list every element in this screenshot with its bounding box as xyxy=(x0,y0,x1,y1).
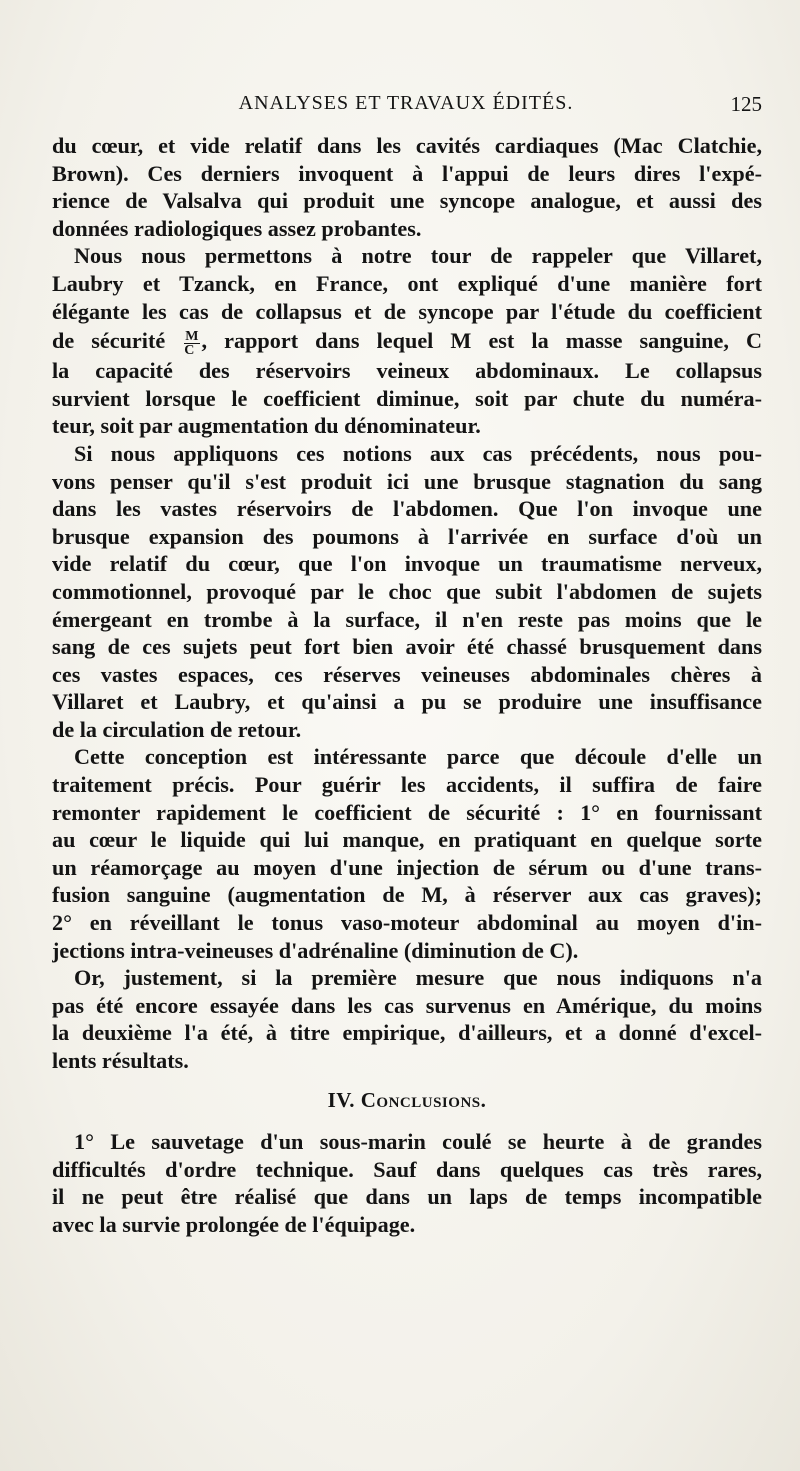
fraction-numerator: M xyxy=(185,328,199,344)
text-line: Villaret et Laubry, et qu'ainsi a pu se produire une insuffisance xyxy=(52,689,762,715)
text-line: Or, justement, si la première mesure que nous indiquons n'a xyxy=(74,965,762,991)
fraction-m-over-c xyxy=(184,330,199,357)
running-title: ANALYSES ET TRAVAUX ÉDITÉS. xyxy=(238,92,574,114)
text-line-with-fraction xyxy=(52,325,762,357)
text-line: données radiologiques assez probantes. xyxy=(52,215,422,241)
text-line: remonter rapidement le coefficient de sécurité : 1° en fournissant xyxy=(52,799,762,825)
text-line: Brown). Ces derniers invoquent à l'appui de leurs dires l'expé- xyxy=(52,160,762,186)
text-line: brusque expansion des poumons à l'arrivée en surface d'où un xyxy=(52,523,762,549)
fraction-denominator: C xyxy=(184,342,195,358)
text-line: Cette conception est intéressante parce que découle d'elle un xyxy=(74,744,762,770)
text-line: lents résultats. xyxy=(52,1048,189,1073)
text-line: survient lorsque le coefficient diminue, soit par chute du numéra- xyxy=(52,385,762,411)
text-line: pas été encore essayée dans les cas survenus en Amérique, du moins xyxy=(52,992,762,1018)
text-line: avec la survie prolongée de l'équipage. xyxy=(52,1211,416,1237)
text-line: ces vastes espaces, ces réserves veineuses abdominales chères à xyxy=(52,661,762,687)
text-line: fusion sanguine (augmentation de M, à réserver aux cas graves); xyxy=(52,882,762,908)
text-line: 1° Le sauvetage d'un sous-marin coulé se heurte à de grandes xyxy=(74,1129,762,1155)
text-line: commotionnel, provoqué par le choc que subit l'abdomen de sujets xyxy=(52,578,762,604)
text-line: Nous nous permettons à notre tour de rappeler que Villaret, xyxy=(74,243,762,269)
text-line: vide relatif du cœur, que l'on invoque un traumatisme nerveux, xyxy=(52,551,762,577)
text-line: traitement précis. Pour guérir les accidents, il suffira de faire xyxy=(52,772,762,798)
text-line: 2° en réveillant le tonus vaso-moteur abdominal au moyen d'in- xyxy=(52,910,762,936)
text-line: jections intra-veineuses d'adrénaline (diminution de C). xyxy=(52,937,579,963)
text-fragment: , rapport dans lequel M est la masse sanguine, C xyxy=(201,328,762,354)
text-line: sang de ces sujets peut fort bien avoir été chassé brusquement dans xyxy=(52,634,762,660)
text-line: de la circulation de retour. xyxy=(52,716,302,742)
text-line: du cœur, et vide relatif dans les cavités cardiaques (Mac Clatchie, xyxy=(52,133,762,158)
text-line: émergeant en trombe à la surface, il n'en reste pas moins que le xyxy=(52,606,762,632)
text-line: dans les vastes réservoirs de l'abdomen. Que l'on invoque une xyxy=(52,496,762,522)
text-line: teur, soit par augmentation du dénominateur. xyxy=(52,413,481,439)
text-line: la deuxième l'a été, à titre empirique, d'ailleurs, et a donné d'excel- xyxy=(52,1020,762,1046)
body-text xyxy=(52,132,762,1239)
section-heading: IV. Conclusions. xyxy=(327,1087,487,1112)
page-header xyxy=(50,88,762,122)
page-number: 125 xyxy=(730,92,762,116)
text-line: rience de Valsalva qui produit une syncope analogue, et aussi des xyxy=(52,188,762,214)
text-line: il ne peut être réalisé que dans un laps de temps incompatible xyxy=(52,1184,762,1210)
text-line: au cœur le liquide qui lui manque, en pratiquant en quelque sorte xyxy=(52,827,762,853)
text-line: élégante les cas de collapsus et de syncope par l'étude du coefficient xyxy=(52,298,762,324)
text-line: la capacité des réservoirs veineux abdominaux. Le collapsus xyxy=(52,358,762,384)
text-line: difficultés d'ordre technique. Sauf dans quelques cas très rares, xyxy=(52,1156,762,1182)
text-line: un réamorçage au moyen d'une injection de sérum ou d'une trans- xyxy=(52,854,762,880)
text-fragment: de sécurité xyxy=(52,328,166,354)
text-line: Si nous appliquons ces notions aux cas précédents, nous pou- xyxy=(74,440,762,466)
text-line: vons penser qu'il s'est produit ici une brusque stagnation du sang xyxy=(52,468,762,494)
text-line: Laubry et Tzanck, en France, ont expliqué d'une manière fort xyxy=(52,270,762,296)
